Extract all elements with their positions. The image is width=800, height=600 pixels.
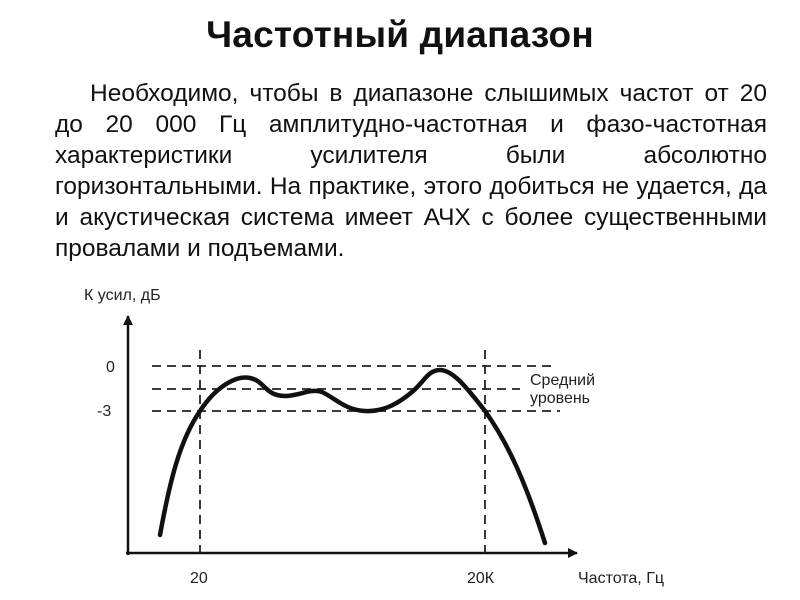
y-tick-minus-3: -3: [97, 403, 112, 420]
x-tick-20k: 20К: [467, 570, 495, 587]
x-axis-label: Частота, Гц: [578, 570, 665, 587]
average-level-label-line2: уровень: [530, 390, 591, 407]
frequency-response-curve: [160, 370, 545, 543]
average-level-label-line1: Средний: [530, 372, 596, 389]
x-tick-20: 20: [190, 570, 208, 587]
description-paragraph: Необходимо, чтобы в диапазоне слышимых частот от 20 до 20 000 Гц амплитудно-частотная и фазо-частотная характеристики усилителя были абсолютно горизонтальными. На практике, этого добиться не удается, да и акустическая система имеет АЧХ с более существенными провалами и подъемами.: [55, 80, 767, 262]
y-tick-zero: 0: [106, 359, 115, 376]
y-axis-label: К усил, дБ: [84, 287, 161, 304]
slide-title: Частотный диапазон: [206, 14, 594, 55]
